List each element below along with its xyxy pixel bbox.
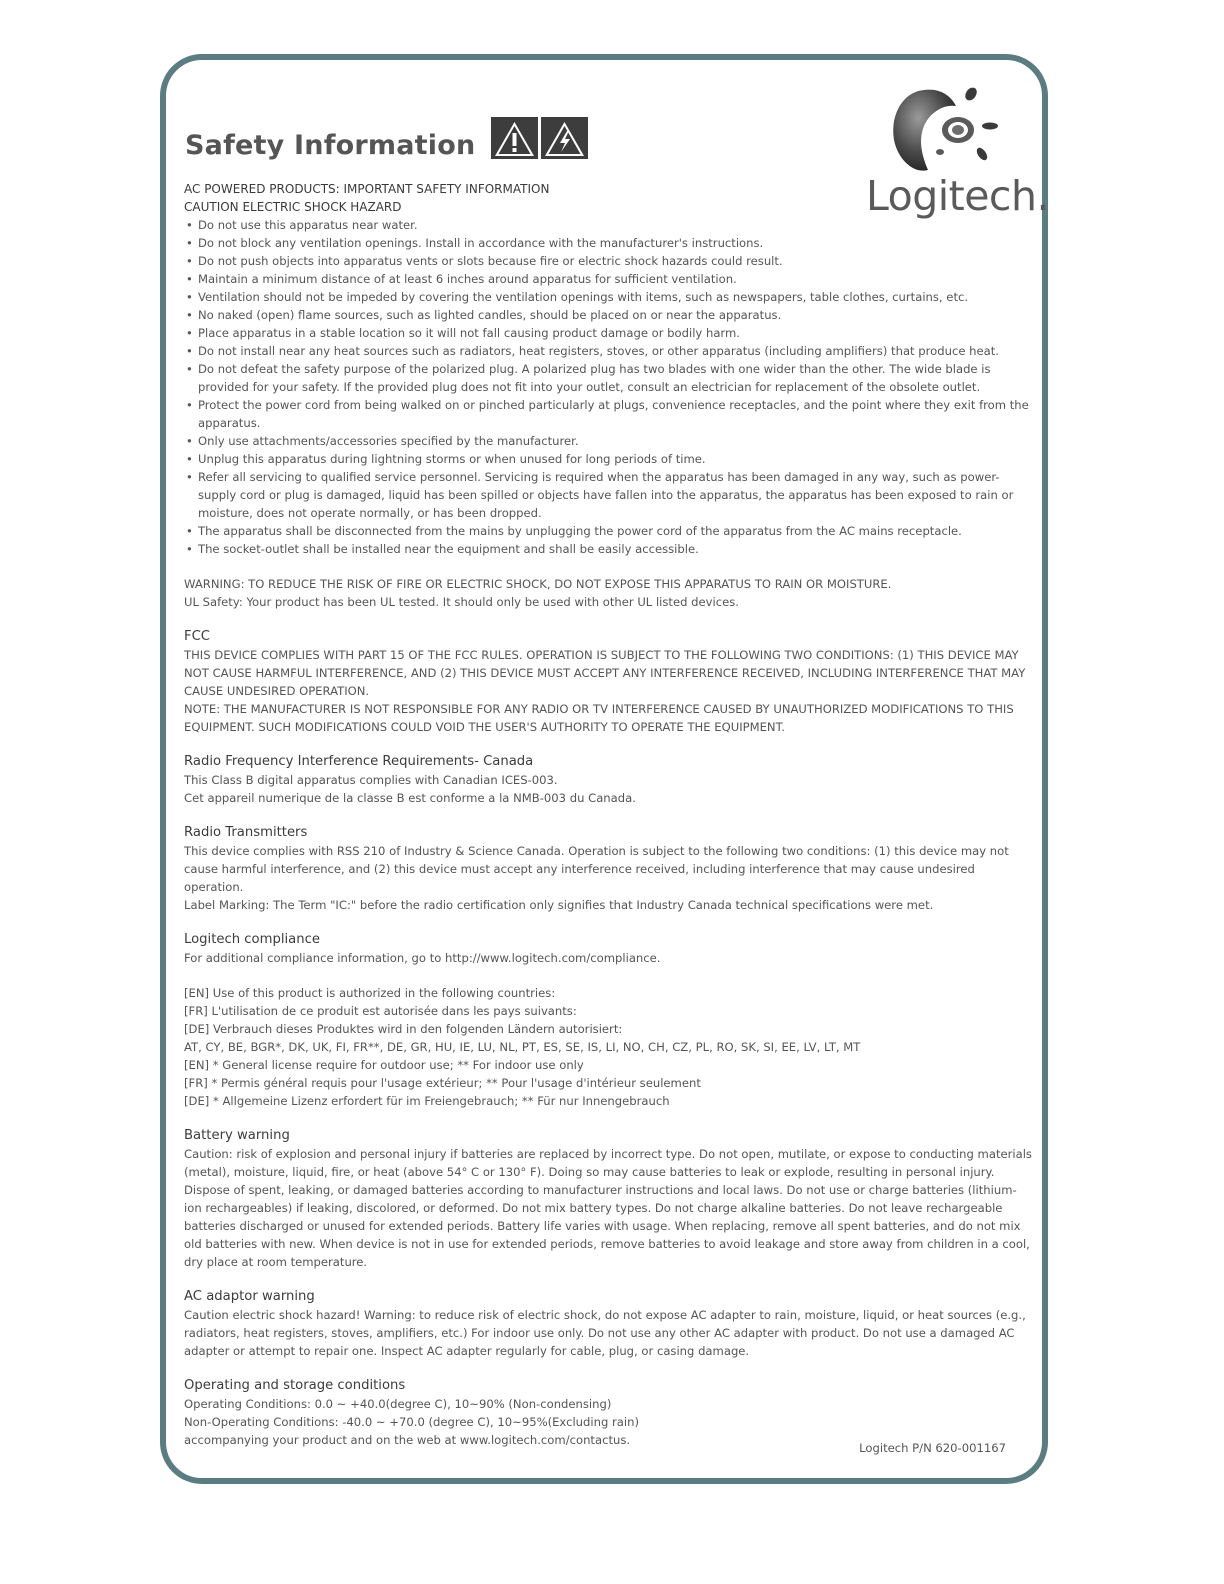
list-item: • Do not defeat the safety purpose of the polarized plug. A polarized plug has two blades with one wider than the other. The wide blade is provided for your safety. If the provided plug does not fit into your outlet, consult an electrician for replacement of the obsolete outlet.	[184, 360, 1032, 396]
list-item: • The socket-outlet shall be installed near the equipment and shall be easily accessible.	[184, 540, 1032, 558]
list-item: • Do not use this apparatus near water.	[184, 216, 1032, 234]
operating-line-2: Non-Operating Conditions: -40.0 ~ +70.0 (degree C), 10~95%(Excluding rain)	[184, 1415, 639, 1429]
compliance-heading: Logitech compliance	[184, 932, 320, 947]
countries-line: [DE] Verbrauch dieses Produktes wird in den folgenden Ländern autorisiert:	[184, 1022, 623, 1036]
fcc-heading: FCC	[184, 629, 211, 644]
list-item: • No naked (open) flame sources, such as lighted candles, should be placed on or near the apparatus.	[184, 306, 1032, 324]
list-item: • Unplug this apparatus during lightning storms or when unused for long periods of time.	[184, 450, 1032, 468]
list-item: • Ventilation should not be impeded by covering the ventilation openings with items, such as newspapers, table clothes, curtains, etc.	[184, 288, 1032, 306]
list-item: • Place apparatus in a stable location so it will not fall causing product damage or bodily harm.	[184, 324, 1032, 342]
warning-electric-shock-icon	[541, 117, 588, 159]
operating-line-3: accompanying your product and on the web at www.logitech.com/contactus.	[184, 1433, 631, 1447]
fcc-note: NOTE: THE MANUFACTURER IS NOT RESPONSIBLE FOR ANY RADIO OR TV INTERFERENCE CAUSED BY UNAUTHORIZED MODIFICATIONS TO THIS EQUIPMENT. SUCH MODIFICATIONS COULD VOID THE USER'S AUTHORITY TO OPERATE THE EQUIPMENT.	[184, 702, 1014, 734]
battery-body: Caution: risk of explosion and personal injury if batteries are replaced by incorrect type. Do not open, mutilate, or expose to conducting materials (metal), moisture, liquid, fire, or heat (above 54° C or 130° F). Doing so may cause batteries to leak or explode, resulting in personal injury. Dispose of spent, leaking, or damaged batteries according to manufacturer instructions and local laws. Do not use or charge batteries (lithium-ion rechargeables) if leaking, discolored, or deformed. Do not mix battery types. Do not charge alkaline batteries. Do not leave rechargeable batteries discharged or unused for extended periods. Battery life varies with usage. When replacing, remove all spent batteries, and do not mix old batteries with new. When device is not in use for extended periods, remove batteries to avoid leakage and store away from children in a cool, dry place at room temperature.	[184, 1147, 1032, 1269]
battery-heading: Battery warning	[184, 1128, 290, 1143]
countries-line: [EN] Use of this product is authorized in the following countries:	[184, 986, 556, 1000]
rf-canada-line-2: Cet appareil numerique de la classe B est conforme a la NMB-003 du Canada.	[184, 791, 636, 805]
countries-line: AT, CY, BE, BGR*, DK, UK, FI, FR**, DE, GR, HU, IE, LU, NL, PT, ES, SE, IS, LI, NO, CH, CZ, PL, RO, SK, SI, EE, LV, LT, MT	[184, 1040, 861, 1054]
ac-adaptor-body: Caution electric shock hazard! Warning: to reduce risk of electric shock, do not expose AC adapter to rain, moisture, liquid, or heat sources (e.g., radiators, heat registers, stoves, amplifiers, etc.) For indoor use only. Do not use any other AC adapter with product. Do not use a damaged AC adapter or attempt to repair one. Inspect AC adapter regularly for cable, plug, or casing damage.	[184, 1308, 1026, 1358]
safety-content	[184, 180, 1032, 1449]
radio-transmitters-body: This device complies with RSS 210 of Industry & Science Canada. Operation is subject to the following two conditions: (1) this device may not cause harmful interference, and (2) this device must accept any interference received, including interference that may cause undesired operation.	[184, 844, 1009, 894]
operating-heading: Operating and storage conditions	[184, 1378, 406, 1393]
logitech-wordmark: Logitech.	[866, 172, 1049, 220]
operating-line-1: Operating Conditions: 0.0 ~ +40.0(degree C), 10~90% (Non-condensing)	[184, 1397, 612, 1411]
list-item: • Do not push objects into apparatus vents or slots because fire or electric shock hazards could result.	[184, 252, 1032, 270]
rf-canada-line-1: This Class B digital apparatus complies with Canadian ICES-003.	[184, 773, 558, 787]
list-item: • The apparatus shall be disconnected from the mains by unplugging the power cord of the apparatus from the AC mains receptacle.	[184, 522, 1032, 540]
ul-safety-note: UL Safety: Your product has been UL tested. It should only be used with other UL listed devices.	[184, 595, 739, 609]
warning-exclamation-icon	[491, 117, 538, 159]
countries-line: [FR] * Permis général requis pour l'usage extérieur; ** Pour l'usage d'intérieur seulement	[184, 1076, 701, 1090]
warning-icons	[490, 116, 590, 160]
radio-transmitters-heading: Radio Transmitters	[184, 825, 308, 840]
countries-line: [FR] L'utilisation de ce produit est autorisée dans les pays suivants:	[184, 1004, 577, 1018]
list-item: • Refer all servicing to qualified service personnel. Servicing is required when the apparatus has been damaged in any way, such as power-supply cord or plug is damaged, liquid has been spilled or objects have fallen into the apparatus, the apparatus has been exposed to rain or moisture, does not operate normally, or has been dropped.	[184, 468, 1032, 522]
part-number: Logitech P/N 620-001167	[859, 1441, 1006, 1455]
ac-heading-1: AC POWERED PRODUCTS: IMPORTANT SAFETY INFORMATION	[184, 182, 550, 196]
compliance-body: For additional compliance information, go to http://www.logitech.com/compliance.	[184, 951, 661, 965]
fcc-body: THIS DEVICE COMPLIES WITH PART 15 OF THE FCC RULES. OPERATION IS SUBJECT TO THE FOLLOWING TWO CONDITIONS: (1) THIS DEVICE MAY NOT CAUSE HARMFUL INTERFERENCE, AND (2) THIS DEVICE MUST ACCEPT ANY INTERFERENCE RECEIVED, INCLUDING INTERFERENCE THAT MAY CAUSE UNDESIRED OPERATION.	[184, 648, 1026, 698]
ac-heading-2: CAUTION ELECTRIC SHOCK HAZARD	[184, 200, 402, 214]
list-item: • Only use attachments/accessories specified by the manufacturer.	[184, 432, 1032, 450]
list-item: • Do not install near any heat sources such as radiators, heat registers, stoves, or other apparatus (including amplifiers) that produce heat.	[184, 342, 1032, 360]
ac-adaptor-heading: AC adaptor warning	[184, 1289, 315, 1304]
list-item: • Do not block any ventilation openings. Install in accordance with the manufacturer's instructions.	[184, 234, 1032, 252]
countries-line: [DE] * Allgemeine Lizenz erfordert für im Freiengebrauch; ** Für nur Innengebrauch	[184, 1094, 670, 1108]
list-item: • Maintain a minimum distance of at least 6 inches around apparatus for sufficient ventilation.	[184, 270, 1032, 288]
logitech-logo-icon	[884, 82, 1004, 182]
fire-shock-warning: WARNING: TO REDUCE THE RISK OF FIRE OR ELECTRIC SHOCK, DO NOT EXPOSE THIS APPARATUS TO RAIN OR MOISTURE.	[184, 577, 892, 591]
list-item: • Protect the power cord from being walked on or pinched particularly at plugs, convenience receptacles, and the point where they exit from the apparatus.	[184, 396, 1032, 432]
page-title: Safety Information	[185, 130, 476, 161]
rf-canada-heading: Radio Frequency Interference Requirements- Canada	[184, 754, 534, 769]
ac-safety-list	[184, 216, 1032, 558]
label-marking-note: Label Marking: The Term "IC:" before the radio certification only signifies that Industry Canada technical specifications were met.	[184, 898, 934, 912]
countries-line: [EN] * General license require for outdoor use; ** For indoor use only	[184, 1058, 584, 1072]
